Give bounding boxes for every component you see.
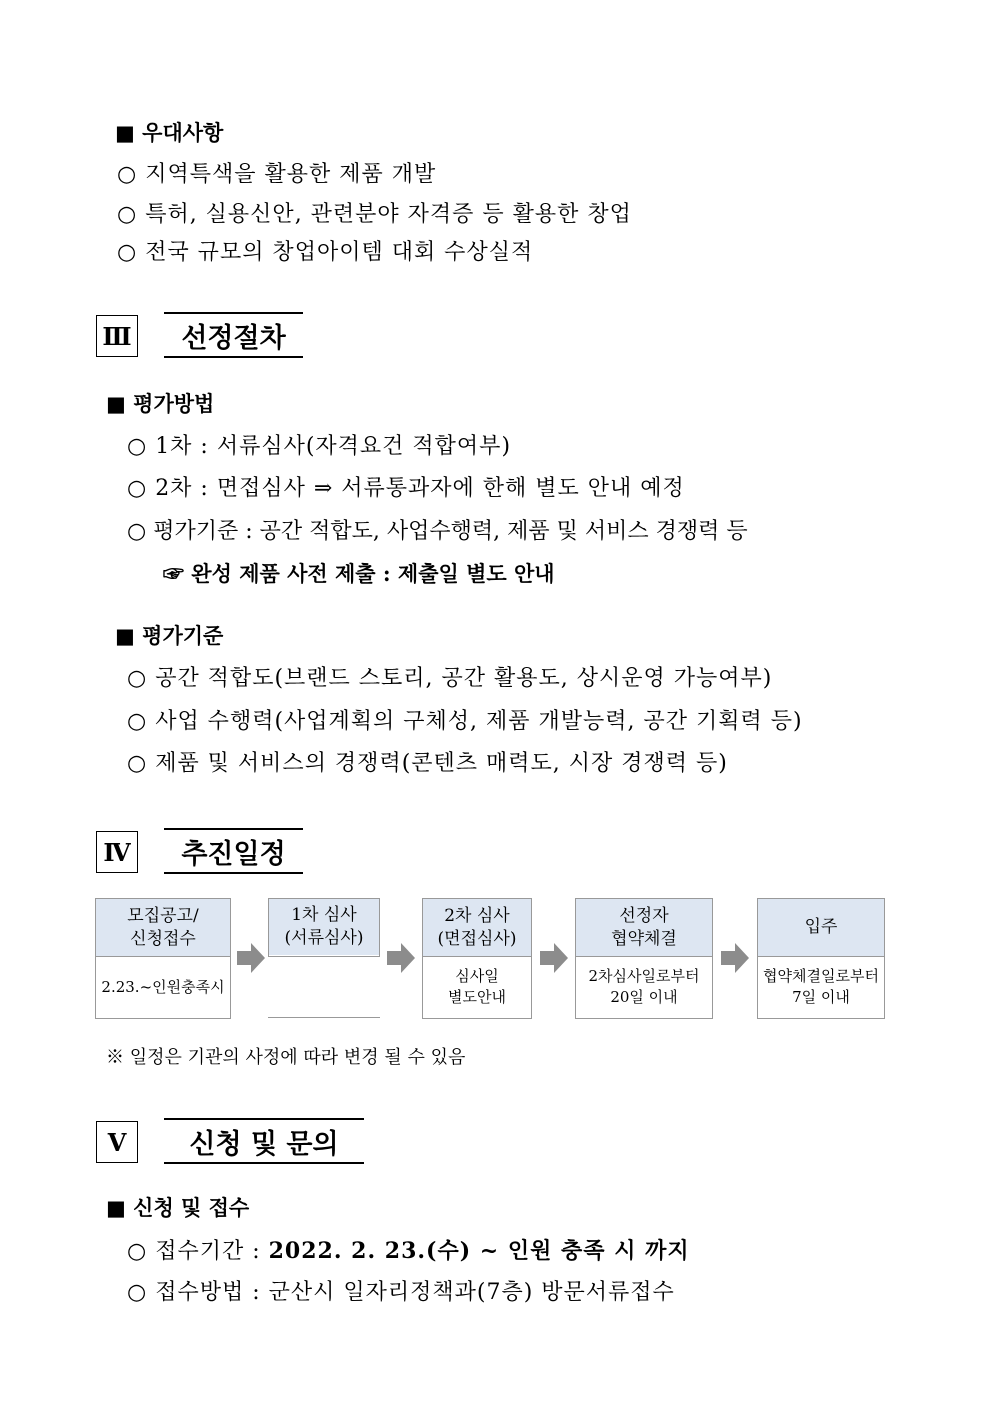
section-number: Ⅳ [96,831,138,873]
preferences-heading: ■ 우대사항 [115,120,224,145]
method-heading: ■ 평가방법 [106,391,215,416]
preference-item: ○ 특허, 실용신안, 관련분야 자격증 등 활용한 창업 [117,202,632,227]
method-item: ○ 평가기준 : 공간 적합도, 사업수행력, 제품 및 서비스 경쟁력 등 [127,519,748,544]
schedule-step [268,898,380,957]
schedule-step [95,898,231,1019]
schedule-step [757,898,885,1019]
apply-period-label: ○ 접수기간 : [127,1239,269,1264]
section-title: 신청 및 문의 [164,1118,364,1164]
section-number: Ⅴ [96,1121,138,1163]
step-detail: 2차심사일로부터 20일 이내 [588,967,700,1006]
step-detail: 심사일 별도안내 [448,967,506,1006]
step-detail: 협약체결일로부터 7일 이내 [763,967,879,1006]
criteria-heading: ■ 평가기준 [115,623,224,648]
criteria-item: ○ 공간 적합도(브랜드 스토리, 공간 활용도, 상시운영 가능여부) [127,666,773,691]
method-item: ○ 2차 : 면접심사 ⇒ 서류통과자에 한해 별도 안내 예정 [127,476,685,501]
schedule-step [575,898,713,1019]
criteria-item: ○ 사업 수행력(사업계획의 구체성, 제품 개발능력, 공간 기획력 등) [127,709,803,734]
apply-method: ○ 접수방법 : 군산시 일자리정책과(7층) 방문서류접수 [127,1280,675,1305]
step-bottom-rule [268,1017,380,1018]
method-item: ○ 1차 : 서류심사(자격요건 적합여부) [127,434,512,459]
step-title: 1차 심사 (서류심사) [269,899,379,955]
preference-item: ○ 지역특색을 활용한 제품 개발 [117,162,437,187]
schedule-note: ※ 일정은 기관의 사정에 따라 변경 될 수 있음 [106,1047,466,1068]
arrow-right-icon [387,943,415,973]
arrow-right-icon [721,943,749,973]
schedule-step [422,898,532,1019]
section-number: Ⅲ [96,315,138,357]
step-title: 입주 [758,899,884,957]
section-title: 선정절차 [164,312,303,358]
apply-period-value: 2022. 2. 23.(수) ~ 인원 충족 시 까지 [268,1238,690,1264]
section-title: 추진일정 [164,828,303,874]
criteria-item: ○ 제품 및 서비스의 경쟁력(콘텐츠 매력도, 시장 경쟁력 등) [127,751,728,776]
step-title: 모집공고/ 신청접수 [96,899,230,957]
step-detail: 2.23.~인원충족시 [101,977,225,996]
apply-period [127,1234,690,1265]
apply-heading: ■ 신청 및 접수 [106,1195,250,1220]
preference-item: ○ 전국 규모의 창업아이템 대회 수상실적 [117,240,534,265]
method-note: ☞ 완성 제품 사전 제출 : 제출일 별도 안내 [163,561,555,586]
step-title: 선정자 협약체결 [576,899,712,957]
step-title: 2차 심사 (면접심사) [423,899,531,957]
arrow-right-icon [237,943,265,973]
arrow-right-icon [540,943,568,973]
